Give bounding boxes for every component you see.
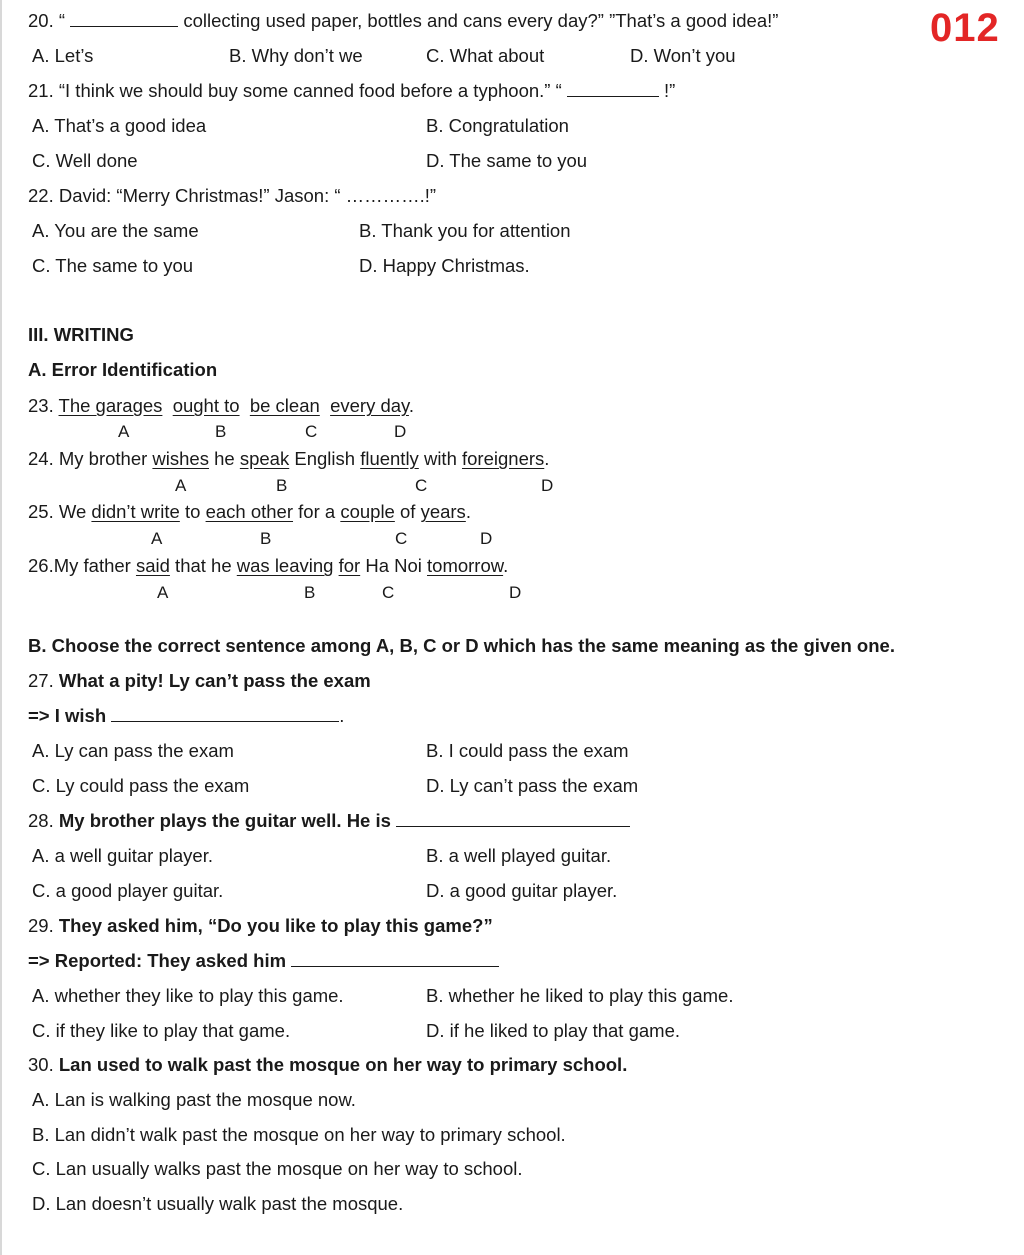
q27-prompt bbox=[28, 705, 344, 727]
q27-number: 27. bbox=[28, 670, 59, 691]
q20-option-b: B. Why don’t we bbox=[229, 45, 363, 66]
q24-text-4: with bbox=[418, 448, 462, 469]
q27-blank bbox=[111, 705, 339, 722]
q28-option-a: A. a well guitar player. bbox=[32, 845, 213, 866]
q26-text-4: Ha Noi bbox=[360, 555, 428, 576]
q27-text: What a pity! Ly can’t pass the exam bbox=[58, 670, 371, 691]
question-28 bbox=[28, 810, 630, 832]
question-21-text: 21. “I think we should buy some canned food before a typhoon.” “ bbox=[28, 80, 562, 101]
q26-segment-a: said bbox=[135, 555, 170, 576]
q24-letter-d: D bbox=[541, 476, 554, 495]
q25-letter-a: A bbox=[151, 529, 163, 548]
q21-option-a: A. That’s a good idea bbox=[32, 115, 207, 136]
q20-option-c: C. What about bbox=[426, 45, 545, 66]
q25-segment-d: years bbox=[420, 501, 466, 522]
q26-segment-c: for bbox=[338, 555, 361, 576]
q23-segment-b: ought to bbox=[172, 395, 240, 416]
q26-letter-b: B bbox=[304, 583, 316, 602]
q23-end: . bbox=[408, 395, 415, 416]
q26-text-2: that he bbox=[169, 555, 237, 576]
q27-option-a: A. Ly can pass the exam bbox=[32, 740, 234, 761]
q23-segment-d: every day bbox=[330, 395, 409, 416]
q30-number: 30. bbox=[28, 1054, 59, 1075]
q24-letter-c: C bbox=[415, 476, 428, 495]
question-23 bbox=[28, 395, 414, 417]
q23-segment-a: The garages bbox=[58, 395, 163, 416]
question-20-text: collecting used paper, bottles and cans every day?” ”That’s a good idea!” bbox=[183, 10, 779, 31]
q26-letter-d: D bbox=[509, 583, 522, 602]
q28-text: My brother plays the guitar well. He is bbox=[58, 810, 391, 831]
q29-option-c: C. if they like to play that game. bbox=[32, 1020, 291, 1041]
q29-option-a: A. whether they like to play this game. bbox=[32, 985, 344, 1006]
question-20-number: 20. “ bbox=[28, 10, 66, 31]
q21-option-c: C. Well done bbox=[32, 150, 138, 171]
q20-option-a: A. Let’s bbox=[32, 45, 94, 66]
question-20 bbox=[28, 10, 778, 32]
q24-segment-a: wishes bbox=[152, 448, 209, 469]
q28-option-d: D. a good guitar player. bbox=[426, 880, 618, 901]
q25-text-3: for a bbox=[293, 501, 341, 522]
q23-letter-b: B bbox=[215, 422, 227, 441]
q30-option-a: A. Lan is walking past the mosque now. bbox=[32, 1089, 356, 1110]
q22-option-a: A. You are the same bbox=[32, 220, 199, 241]
q23-letter-c: C bbox=[305, 422, 318, 441]
q25-letter-b: B bbox=[260, 529, 272, 548]
q29-prompt-text: => Reported: They asked him bbox=[28, 950, 287, 971]
question-21-blank bbox=[567, 80, 659, 97]
q28-number: 28. bbox=[28, 810, 59, 831]
q28-blank bbox=[396, 810, 630, 827]
q29-prompt bbox=[28, 950, 499, 972]
q25-letter-c: C bbox=[395, 529, 408, 548]
q29-number: 29. bbox=[28, 915, 59, 936]
q23-segment-c: be clean bbox=[249, 395, 320, 416]
q26-segment-d: tomorrow bbox=[427, 555, 504, 576]
question-23-number: 23. bbox=[28, 395, 54, 416]
q27-option-d: D. Ly can’t pass the exam bbox=[426, 775, 639, 796]
q25-segment-b: each other bbox=[205, 501, 294, 522]
q28-option-b: B. a well played guitar. bbox=[426, 845, 612, 866]
q25-end: . bbox=[465, 501, 471, 522]
q26-text-1: 26.My father bbox=[28, 555, 136, 576]
question-21-end: !” bbox=[664, 80, 676, 101]
question-30 bbox=[28, 1054, 627, 1076]
question-26 bbox=[28, 555, 508, 577]
question-22: 22. David: “Merry Christmas!” Jason: “ ………….!” bbox=[28, 185, 437, 206]
q30-option-d: D. Lan doesn’t usually walk past the mosque. bbox=[32, 1193, 404, 1214]
q20-option-d: D. Won’t you bbox=[630, 45, 736, 66]
q24-letter-a: A bbox=[175, 476, 187, 495]
q30-option-b: B. Lan didn’t walk past the mosque on her way to primary school. bbox=[32, 1124, 566, 1145]
q23-letter-d: D bbox=[394, 422, 407, 441]
q24-text-3: English bbox=[289, 448, 361, 469]
question-29 bbox=[28, 915, 493, 937]
q24-segment-b: speak bbox=[239, 448, 290, 469]
q27-prompt-text: => I wish bbox=[28, 705, 107, 726]
part-a-title: A. Error Identification bbox=[28, 359, 218, 380]
q24-text-2: he bbox=[208, 448, 240, 469]
q21-option-b: B. Congratulation bbox=[426, 115, 569, 136]
q25-segment-a: didn’t write bbox=[91, 501, 180, 522]
q25-text-1: 25. We bbox=[28, 501, 92, 522]
q29-option-b: B. whether he liked to play this game. bbox=[426, 985, 734, 1006]
question-27 bbox=[28, 670, 371, 692]
q27-option-b: B. I could pass the exam bbox=[426, 740, 629, 761]
q29-option-d: D. if he liked to play that game. bbox=[426, 1020, 680, 1041]
exam-code: 012 bbox=[930, 6, 1000, 50]
q25-segment-c: couple bbox=[340, 501, 395, 522]
question-25 bbox=[28, 501, 471, 523]
q29-text: They asked him, “Do you like to play this game?” bbox=[58, 915, 493, 936]
q26-letter-c: C bbox=[382, 583, 395, 602]
q27-end: . bbox=[339, 705, 345, 726]
question-21 bbox=[28, 80, 675, 102]
q30-option-c: C. Lan usually walks past the mosque on her way to school. bbox=[32, 1158, 523, 1179]
section-writing-title: III. WRITING bbox=[28, 324, 134, 345]
q26-end: . bbox=[503, 555, 509, 576]
q24-text-1: 24. My brother bbox=[28, 448, 153, 469]
q30-text: Lan used to walk past the mosque on her way to primary school. bbox=[58, 1054, 628, 1075]
q22-option-b: B. Thank you for attention bbox=[359, 220, 571, 241]
q25-letter-d: D bbox=[480, 529, 493, 548]
q24-segment-c: fluently bbox=[360, 448, 419, 469]
q28-option-c: C. a good player guitar. bbox=[32, 880, 224, 901]
q25-text-4: of bbox=[394, 501, 421, 522]
q25-text-2: to bbox=[179, 501, 206, 522]
q24-segment-d: foreigners bbox=[462, 448, 545, 469]
q27-option-c: C. Ly could pass the exam bbox=[32, 775, 250, 796]
part-b-title: B. Choose the correct sentence among A, B, C or D which has the same meaning as the given one. bbox=[28, 635, 895, 656]
question-24 bbox=[28, 448, 549, 470]
q23-letter-a: A bbox=[118, 422, 130, 441]
q22-option-c: C. The same to you bbox=[32, 255, 194, 276]
q29-blank bbox=[291, 950, 499, 967]
q24-end: . bbox=[544, 448, 550, 469]
q26-segment-b: was leaving bbox=[236, 555, 334, 576]
question-20-blank bbox=[70, 10, 178, 27]
q21-option-d: D. The same to you bbox=[426, 150, 588, 171]
q22-option-d: D. Happy Christmas. bbox=[359, 255, 530, 276]
q24-letter-b: B bbox=[276, 476, 288, 495]
q26-letter-a: A bbox=[157, 583, 169, 602]
